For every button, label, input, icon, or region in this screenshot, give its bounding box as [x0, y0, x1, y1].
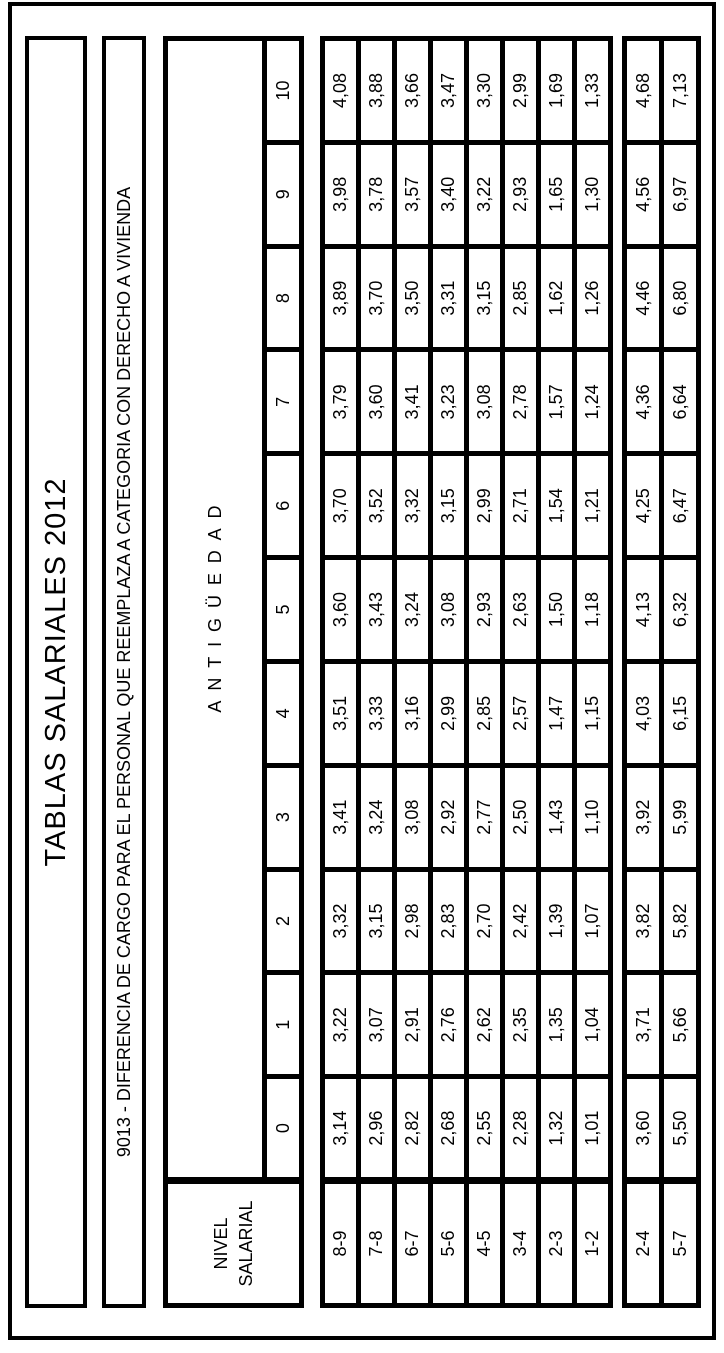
antiguedad-column-header: 1 [265, 973, 302, 1077]
value-cell: 3,22 [467, 142, 503, 246]
value-cell: 1,57 [539, 350, 575, 454]
value-cell: 3,92 [625, 765, 662, 869]
value-cell: 3,89 [323, 246, 359, 350]
value-cell: 1,10 [575, 765, 611, 869]
value-cell: 3,60 [625, 1077, 662, 1181]
value-cell: 1,54 [539, 454, 575, 558]
value-cell: 3,71 [625, 973, 662, 1077]
value-cell: 3,57 [395, 142, 431, 246]
nivel-salarial-line1: NIVEL [211, 1217, 232, 1270]
value-cell: 3,70 [359, 246, 395, 350]
value-cell: 5,66 [662, 973, 699, 1077]
value-cell: 2,99 [503, 39, 539, 143]
value-cell: 2,28 [503, 1077, 539, 1181]
value-cell: 2,42 [503, 869, 539, 973]
value-cell: 3,33 [359, 661, 395, 765]
value-cell: 1,47 [539, 661, 575, 765]
antiguedad-column-header: 4 [265, 661, 302, 765]
value-cell: 6,32 [662, 558, 699, 662]
value-cell: 3,60 [359, 350, 395, 454]
antiguedad-column-header: 2 [265, 869, 302, 973]
salary-table-header [163, 36, 304, 1308]
value-cell: 2,70 [467, 869, 503, 973]
antiguedad-header-row [166, 39, 265, 1306]
value-cell: 1,62 [539, 246, 575, 350]
value-cell: 3,79 [323, 350, 359, 454]
value-cell: 1,32 [539, 1077, 575, 1181]
value-cell: 2,93 [503, 142, 539, 246]
value-cell: 6,15 [662, 661, 699, 765]
value-cell: 3,24 [359, 765, 395, 869]
value-cell: 3,50 [395, 246, 431, 350]
value-cell: 2,99 [467, 454, 503, 558]
row-label: 8-9 [323, 1181, 359, 1306]
value-cell: 2,55 [467, 1077, 503, 1181]
row-label: 5-7 [662, 1181, 699, 1306]
value-cell: 1,33 [575, 39, 611, 143]
value-cell: 4,36 [625, 350, 662, 454]
value-cell: 2,35 [503, 973, 539, 1077]
value-cell: 2,71 [503, 454, 539, 558]
value-cell: 3,14 [323, 1077, 359, 1181]
value-cell: 3,70 [323, 454, 359, 558]
value-cell: 2,78 [503, 350, 539, 454]
value-cell: 4,13 [625, 558, 662, 662]
value-cell: 3,08 [395, 765, 431, 869]
value-cell: 2,50 [503, 765, 539, 869]
table-row [503, 39, 539, 1306]
value-cell: 6,80 [662, 246, 699, 350]
value-cell: 3,31 [431, 246, 467, 350]
value-cell: 3,08 [431, 558, 467, 662]
antiguedad-column-header: 5 [265, 558, 302, 662]
value-cell: 3,40 [431, 142, 467, 246]
value-cell: 1,50 [539, 558, 575, 662]
value-cell: 2,93 [467, 558, 503, 662]
row-label: 1-2 [575, 1181, 611, 1306]
value-cell: 3,16 [395, 661, 431, 765]
value-cell: 1,07 [575, 869, 611, 973]
table-row [323, 39, 359, 1306]
value-cell: 3,88 [359, 39, 395, 143]
value-cell: 2,76 [431, 973, 467, 1077]
value-cell: 5,82 [662, 869, 699, 973]
value-cell: 3,52 [359, 454, 395, 558]
value-cell: 5,50 [662, 1077, 699, 1181]
value-cell: 2,57 [503, 661, 539, 765]
value-cell: 2,96 [359, 1077, 395, 1181]
value-cell: 2,98 [395, 869, 431, 973]
value-cell: 3,32 [395, 454, 431, 558]
value-cell: 2,77 [467, 765, 503, 869]
value-cell: 6,97 [662, 142, 699, 246]
value-cell: 3,08 [467, 350, 503, 454]
value-cell: 2,85 [503, 246, 539, 350]
document-title: TABLAS SALARIALES 2012 [39, 477, 72, 867]
row-label: 6-7 [395, 1181, 431, 1306]
antiguedad-columns-row [265, 39, 302, 1306]
table-row [467, 39, 503, 1306]
value-cell: 6,47 [662, 454, 699, 558]
value-cell: 3,47 [431, 39, 467, 143]
value-cell: 5,99 [662, 765, 699, 869]
value-cell: 1,69 [539, 39, 575, 143]
value-cell: 2,99 [431, 661, 467, 765]
value-cell: 4,56 [625, 142, 662, 246]
value-cell: 1,15 [575, 661, 611, 765]
antiguedad-column-header: 3 [265, 765, 302, 869]
value-cell: 3,30 [467, 39, 503, 143]
value-cell: 6,64 [662, 350, 699, 454]
nivel-salarial-header [166, 1181, 302, 1306]
value-cell: 3,15 [359, 869, 395, 973]
value-cell: 3,15 [431, 454, 467, 558]
table-row [575, 39, 611, 1306]
value-cell: 3,66 [395, 39, 431, 143]
antiguedad-header: ANTIGÜEDAD [166, 39, 265, 1181]
value-cell: 4,46 [625, 246, 662, 350]
value-cell: 4,68 [625, 39, 662, 143]
value-cell: 2,82 [395, 1077, 431, 1181]
antiguedad-column-header: 10 [265, 39, 302, 143]
row-label: 5-6 [431, 1181, 467, 1306]
table-row [625, 39, 662, 1306]
value-cell: 3,23 [431, 350, 467, 454]
value-cell: 1,18 [575, 558, 611, 662]
row-label: 7-8 [359, 1181, 395, 1306]
subtitle-box [102, 36, 146, 1308]
value-cell: 3,41 [395, 350, 431, 454]
value-cell: 1,43 [539, 765, 575, 869]
value-cell: 3,22 [323, 973, 359, 1077]
value-cell: 2,92 [431, 765, 467, 869]
nivel-salarial-line2: SALARIAL [235, 1200, 256, 1287]
table-row [395, 39, 431, 1306]
row-label: 4-5 [467, 1181, 503, 1306]
value-cell: 1,65 [539, 142, 575, 246]
table-row [539, 39, 575, 1306]
value-cell: 2,62 [467, 973, 503, 1077]
table-row [359, 39, 395, 1306]
antiguedad-column-header: 7 [265, 350, 302, 454]
value-cell: 3,51 [323, 661, 359, 765]
value-cell: 1,04 [575, 973, 611, 1077]
value-cell: 1,39 [539, 869, 575, 973]
value-cell: 1,01 [575, 1077, 611, 1181]
value-cell: 3,43 [359, 558, 395, 662]
value-cell: 3,98 [323, 142, 359, 246]
antiguedad-column-header: 6 [265, 454, 302, 558]
value-cell: 4,03 [625, 661, 662, 765]
antiguedad-column-header: 0 [265, 1077, 302, 1181]
row-label: 3-4 [503, 1181, 539, 1306]
value-cell: 3,15 [467, 246, 503, 350]
document-subtitle: 9013 - DIFERENCIA DE CARGO PARA EL PERSONAL QUE REEMPLAZA A CATEGORIA CON DERECHO A VIVIENDA [113, 186, 134, 1158]
value-cell: 1,24 [575, 350, 611, 454]
value-cell: 1,26 [575, 246, 611, 350]
value-cell: 3,78 [359, 142, 395, 246]
value-cell: 2,83 [431, 869, 467, 973]
salary-table-secondary [622, 36, 701, 1308]
value-cell: 2,85 [467, 661, 503, 765]
value-cell: 7,13 [662, 39, 699, 143]
value-cell: 3,82 [625, 869, 662, 973]
value-cell: 2,68 [431, 1077, 467, 1181]
row-label: 2-4 [625, 1181, 662, 1306]
value-cell: 2,63 [503, 558, 539, 662]
value-cell: 3,60 [323, 558, 359, 662]
value-cell: 4,08 [323, 39, 359, 143]
value-cell: 3,41 [323, 765, 359, 869]
value-cell: 1,35 [539, 973, 575, 1077]
antiguedad-column-header: 8 [265, 246, 302, 350]
salary-table-main [320, 36, 613, 1308]
value-cell: 4,25 [625, 454, 662, 558]
value-cell: 2,91 [395, 973, 431, 1077]
value-cell: 3,32 [323, 869, 359, 973]
value-cell: 1,30 [575, 142, 611, 246]
row-label: 2-3 [539, 1181, 575, 1306]
value-cell: 1,21 [575, 454, 611, 558]
table-row [662, 39, 699, 1306]
table-row [431, 39, 467, 1306]
title-box [25, 36, 87, 1308]
antiguedad-column-header: 9 [265, 142, 302, 246]
value-cell: 3,24 [395, 558, 431, 662]
value-cell: 3,07 [359, 973, 395, 1077]
